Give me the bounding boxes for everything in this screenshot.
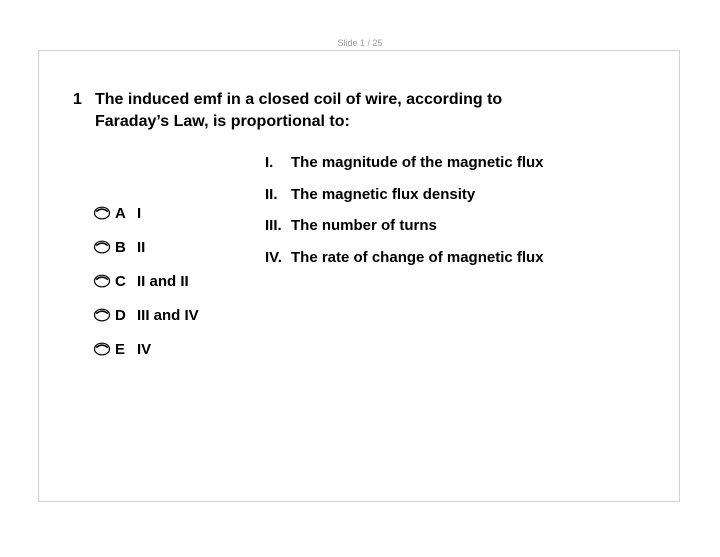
radio-bubble-icon[interactable]	[93, 342, 111, 356]
question	[73, 89, 573, 133]
statement-text: The number of turns	[291, 217, 437, 235]
choice-c[interactable]	[93, 264, 199, 298]
radio-bubble-icon[interactable]	[93, 240, 111, 254]
radio-bubble-icon[interactable]	[93, 308, 111, 322]
statement-text: The magnetic flux density	[291, 185, 476, 203]
choice-text: IV	[137, 340, 152, 358]
statement-item	[265, 152, 544, 184]
radio-bubble-icon[interactable]	[93, 206, 111, 220]
choice-text: I	[137, 204, 142, 222]
question-number: 1	[73, 91, 82, 108]
choice-letter: A	[115, 204, 126, 222]
slide-frame	[38, 50, 680, 502]
choice-letter: B	[115, 238, 126, 256]
statement-numeral: III.	[265, 217, 282, 235]
slide-counter: Slide 1 / 25	[337, 38, 383, 48]
statement-item	[265, 247, 544, 279]
choice-letter: C	[115, 272, 126, 290]
choice-letter: D	[115, 306, 126, 324]
choice-b[interactable]	[93, 230, 199, 264]
question-text: The induced emf in a closed coil of wire, according to Faraday’s Law, is proportional to:	[95, 91, 503, 130]
choice-text: II and II	[137, 272, 189, 290]
statement-text: The magnitude of the magnetic flux	[291, 154, 544, 171]
choice-text: II	[137, 238, 146, 256]
choice-e[interactable]	[93, 332, 199, 366]
statement-item	[265, 184, 544, 216]
statement-list	[265, 152, 544, 279]
choice-text: III and IV	[137, 306, 199, 324]
statement-numeral: IV.	[265, 249, 282, 267]
statement-numeral: II.	[265, 185, 278, 203]
choice-d[interactable]	[93, 298, 199, 332]
choice-a[interactable]	[93, 196, 199, 230]
answer-choices	[93, 196, 199, 366]
statement-text: The rate of change of magnetic flux	[291, 249, 544, 267]
radio-bubble-icon[interactable]	[93, 274, 111, 288]
statement-numeral: I.	[265, 154, 274, 171]
choice-letter: E	[115, 340, 126, 358]
statement-item	[265, 215, 544, 247]
